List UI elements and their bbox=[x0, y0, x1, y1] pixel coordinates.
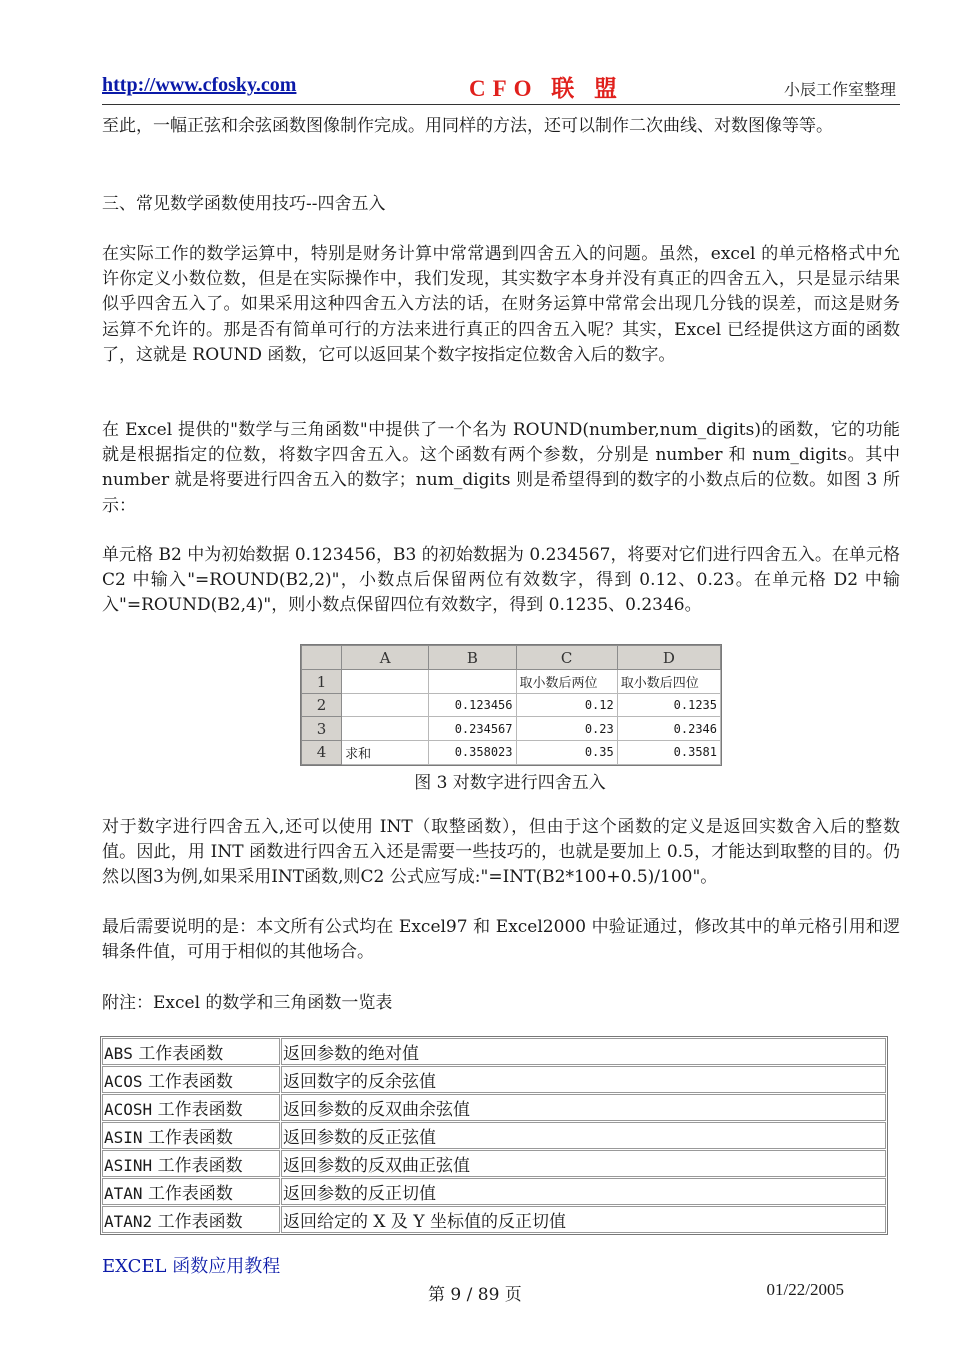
cell-c3: 0.23 bbox=[516, 717, 617, 740]
cell-b1 bbox=[429, 670, 516, 694]
cell-a1 bbox=[342, 670, 429, 694]
table-row bbox=[102, 1038, 886, 1065]
column-header: A bbox=[342, 646, 429, 670]
function-name-cell bbox=[102, 1206, 280, 1233]
cell-b2: 0.123456 bbox=[429, 694, 516, 717]
row-header: 3 bbox=[302, 717, 342, 740]
table-row bbox=[102, 1206, 886, 1233]
table-row bbox=[102, 1066, 886, 1093]
function-list-table bbox=[100, 1036, 888, 1235]
sheet-row bbox=[302, 670, 721, 694]
function-name: ATAN bbox=[104, 1184, 143, 1203]
cell-b3: 0.234567 bbox=[429, 717, 516, 740]
header-url-link[interactable]: http://www.cfosky.com bbox=[102, 74, 297, 96]
page-header bbox=[102, 66, 900, 105]
cell-a3 bbox=[342, 717, 429, 740]
table-row bbox=[102, 1094, 886, 1121]
footer-page-number: 第 9 / 89 页 bbox=[428, 1285, 522, 1305]
row-header: 2 bbox=[302, 694, 342, 717]
cell-c1: 取小数后两位 bbox=[516, 670, 617, 694]
column-header: D bbox=[617, 646, 720, 670]
cell-d1: 取小数后四位 bbox=[617, 670, 720, 694]
cell-c2: 0.12 bbox=[516, 694, 617, 717]
figure-caption: 图 3 对数字进行四舍五入 bbox=[414, 773, 606, 793]
paragraph-2: 在实际工作的数学运算中，特别是财务计算中常常遇到四舍五入的问题。虽然，excel 的单元格格式中允许你定义小数位数，但是在实际操作中，我们发现，其实数字本身并没有真正的四舍五入，只是显示结果似乎四舍五入了。如果采用这种四舍五入方法的话，在财务运算中常常会出现几分钱的误差，而这是财务运算不允许的。那是否有简单可行的方法来进行真正的四舍五入呢？其实，Excel 已经提供这方面的函数了，这就是 ROUND 函数，它可以返回某个数字按指定位数舍入后的数字。 bbox=[102, 244, 900, 365]
cell-d3: 0.2346 bbox=[617, 717, 720, 740]
function-name: ATAN2 bbox=[104, 1212, 153, 1231]
paragraph-3: 在 Excel 提供的"数学与三角函数"中提供了一个名为 ROUND(number,num_digits)的函数，它的功能就是根据指定的位数，将数字四舍五入。这个函数有两个参数，分别是 number 和 num_digits。其中 number 就是将要进行四舍五入的数字；num_digits 则是希望得到的数字的小数点后的位数。如图 3 所示： bbox=[102, 420, 900, 516]
function-desc: 返回参数的反双曲余弦值 bbox=[281, 1094, 886, 1121]
function-desc: 返回参数的反正切值 bbox=[281, 1178, 886, 1205]
function-name: ABS bbox=[104, 1044, 133, 1063]
paragraph-7: 附注：Excel 的数学和三角函数一览表 bbox=[102, 993, 393, 1013]
function-name-cell bbox=[102, 1122, 280, 1149]
function-name: ASINH bbox=[104, 1156, 153, 1175]
function-desc: 返回给定的 X 及 Y 坐标值的反正切值 bbox=[281, 1206, 886, 1233]
function-desc: 返回参数的反双曲正弦值 bbox=[281, 1150, 886, 1177]
table-row bbox=[102, 1150, 886, 1177]
function-type: 工作表函数 bbox=[147, 1128, 233, 1148]
function-type: 工作表函数 bbox=[157, 1156, 243, 1176]
figure-3-spreadsheet bbox=[300, 644, 722, 766]
function-desc: 返回参数的绝对值 bbox=[281, 1038, 886, 1065]
function-name-cell bbox=[102, 1066, 280, 1093]
section-heading: 三、常见数学函数使用技巧--四舍五入 bbox=[102, 194, 386, 214]
paragraph-4: 单元格 B2 中为初始数据 0.123456，B3 的初始数据为 0.234567，将要对它们进行四舍五入。在单元格 C2 中输入"=ROUND(B2,2)"，小数点后保留两位有效数字，得到 0.12、0.23。在单元格 D2 中输入"=ROUND(B2,4)"，则小数点保留四位有效数字，得到 0.1235、0.2346。 bbox=[102, 545, 900, 616]
footer-date: 01/22/2005 bbox=[766, 1280, 844, 1299]
function-name-cell bbox=[102, 1178, 280, 1205]
function-name-cell bbox=[102, 1150, 280, 1177]
paragraph-6: 最后需要说明的是：本文所有公式均在 Excel97 和 Excel2000 中验证通过，修改其中的单元格引用和逻辑条件值，可用于相似的其他场合。 bbox=[102, 917, 900, 963]
row-header: 1 bbox=[302, 670, 342, 694]
function-name-cell bbox=[102, 1094, 280, 1121]
column-header: B bbox=[429, 646, 516, 670]
header-credit: 小辰工作室整理 bbox=[783, 80, 896, 99]
cell-a2 bbox=[342, 694, 429, 717]
paragraph-5: 对于数字进行四舍五入,还可以使用 INT（取整函数），但由于这个函数的定义是返回实数舍入后的整数值。因此，用 INT 函数进行四舍五入还是需要一些技巧的，也就是要加上 0.5，才能达到取整的目的。仍然以图3为例,如果采用INT函数,则C2 公式应写成:"=INT(B2*100+0.5)/100"。 bbox=[102, 817, 900, 888]
function-name: ACOSH bbox=[104, 1100, 153, 1119]
function-name: ASIN bbox=[104, 1128, 143, 1147]
function-type: 工作表函数 bbox=[147, 1072, 233, 1092]
function-type: 工作表函数 bbox=[138, 1044, 224, 1064]
cell-c4: 0.35 bbox=[516, 740, 617, 764]
corner-cell bbox=[302, 646, 342, 670]
cell-d2: 0.1235 bbox=[617, 694, 720, 717]
function-name: ACOS bbox=[104, 1072, 143, 1091]
column-header: C bbox=[516, 646, 617, 670]
cell-b4: 0.358023 bbox=[429, 740, 516, 764]
function-type: 工作表函数 bbox=[147, 1184, 233, 1204]
row-header: 4 bbox=[302, 740, 342, 764]
table-row bbox=[102, 1122, 886, 1149]
sheet-row bbox=[302, 740, 721, 764]
sheet-row bbox=[302, 717, 721, 740]
cell-a4: 求和 bbox=[342, 740, 429, 764]
sheet-row bbox=[302, 694, 721, 717]
cell-d4: 0.3581 bbox=[617, 740, 720, 764]
footer-title: EXCEL 函数应用教程 bbox=[102, 1256, 281, 1277]
function-type: 工作表函数 bbox=[157, 1100, 243, 1120]
function-type: 工作表函数 bbox=[157, 1212, 243, 1232]
function-desc: 返回参数的反正弦值 bbox=[281, 1122, 886, 1149]
function-desc: 返回数字的反余弦值 bbox=[281, 1066, 886, 1093]
paragraph-1: 至此，一幅正弦和余弦函数图像制作完成。用同样的方法，还可以制作二次曲线、对数图像等等。 bbox=[102, 116, 833, 136]
function-name-cell bbox=[102, 1038, 280, 1065]
header-brand: CFO 联 盟 bbox=[469, 76, 625, 101]
table-row bbox=[102, 1178, 886, 1205]
